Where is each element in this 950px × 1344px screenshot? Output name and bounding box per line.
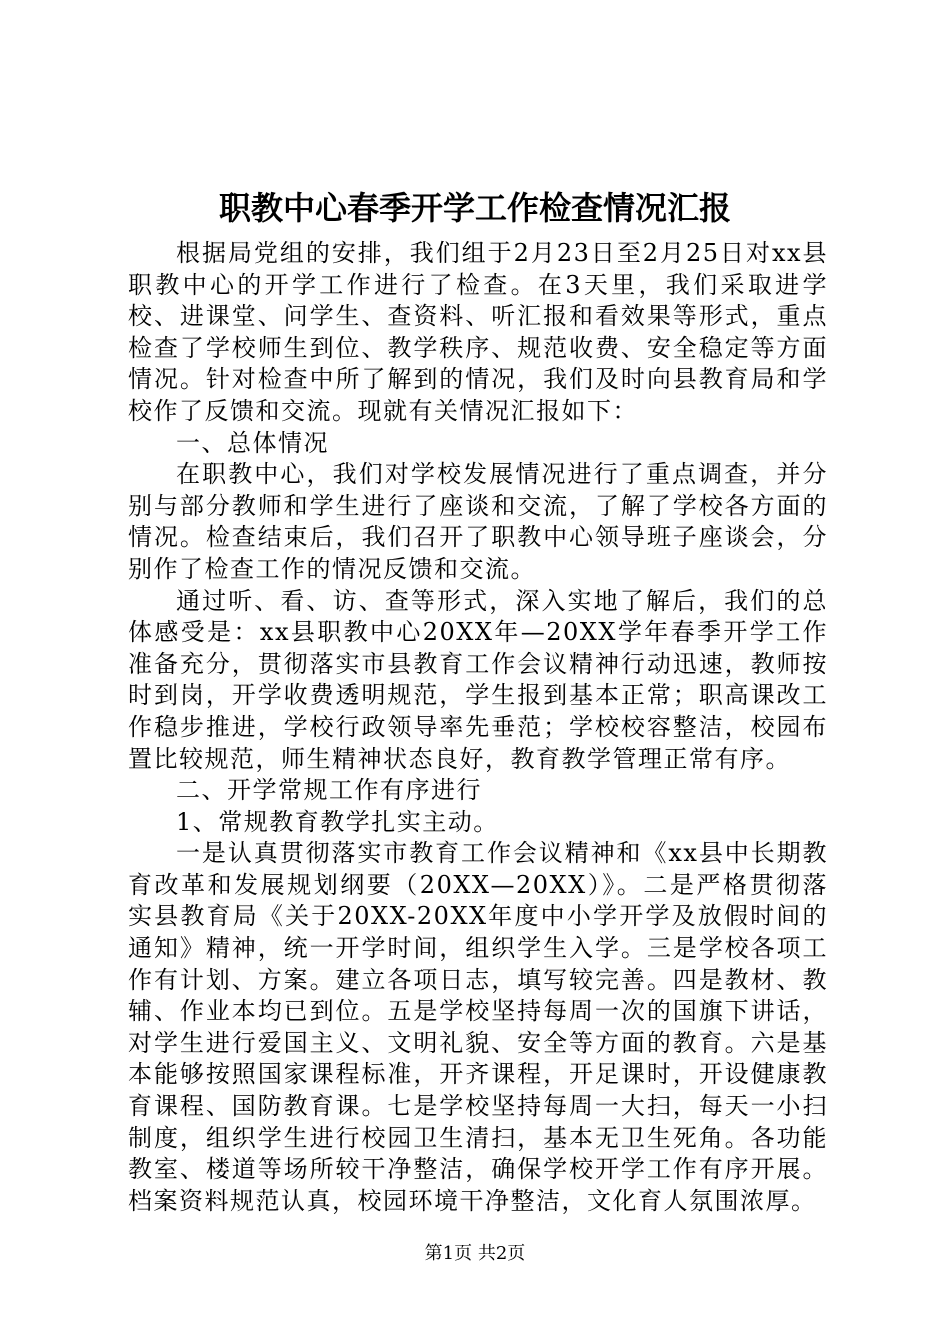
section-heading-overview: 一、总体情况 bbox=[176, 428, 329, 457]
teaching-paragraph: 一是认真贯彻落实市教育工作会议精神和《xx县中长期教育改革和发展规划纲要（20XX—20XX）》。二是严格贯彻落实县教育局《关于20XX-20XX年度中小学开学及放假时间的通知》精神，统一开学时间，组织学生入学。三是学校各项工作有计划、方案。建立各项日志，填写较完善。四是教材、教辅、作业本均已到位。五是学校坚持每周一次的国旗下讲话，对学生进行爱国主义、文明礼貌、安全等方面的教育。六是基本能够按照国家课程标准，开齐课程，开足课时，开设健康教育课程、国防教育课。七是学校坚持每周一大扫，每天一小扫制度，组织学生进行校园卫生清扫，基本无卫生死角。各功能教室、楼道等场所较干净整洁，确保学校开学工作有序开展。档案资料规范认真，校园环境干净整洁，文化育人氛围浓厚。 bbox=[128, 839, 828, 1215]
document-body bbox=[128, 238, 828, 1217]
intro-paragraph: 根据局党组的安排，我们组于2月23日至2月25日对xx县职教中心的开学工作进行了检查。在3天里，我们采取进学校、进课堂、问学生、查资料、听汇报和看效果等形式，重点检查了学校师生到位、教学秩序、规范收费、安全稳定等方面情况。针对检查中所了解到的情况，我们及时向县教育局和学校作了反馈和交流。现就有关情况汇报如下： bbox=[128, 239, 828, 425]
overview-paragraph-2: 通过听、看、访、查等形式，深入实地了解后，我们的总体感受是：xx县职教中心20XX年—20XX学年春季开学工作准备充分，贯彻落实市县教育工作会议精神行动迅速，教师按时到岗，开学收费透明规范，学生报到基本正常；职高课改工作稳步推进，学校行政领导率先垂范；学校校容整洁，校园布置比较规范，师生精神状态良好，教育教学管理正常有序。 bbox=[128, 586, 828, 773]
page-number-footer: 第1页 共2页 bbox=[424, 1243, 526, 1264]
subsection-heading-teaching: 1、常规教育教学扎实主动。 bbox=[176, 807, 499, 836]
overview-paragraph-1: 在职教中心，我们对学校发展情况进行了重点调查，并分别与部分教师和学生进行了座谈和交流，了解了学校各方面的情况。检查结束后，我们召开了职教中心领导班子座谈会，分别作了检查工作的情况反馈和交流。 bbox=[128, 460, 828, 583]
section-heading-routine: 二、开学常规工作有序进行 bbox=[176, 776, 482, 805]
document-title: 职教中心春季开学工作检查情况汇报 bbox=[218, 189, 731, 227]
